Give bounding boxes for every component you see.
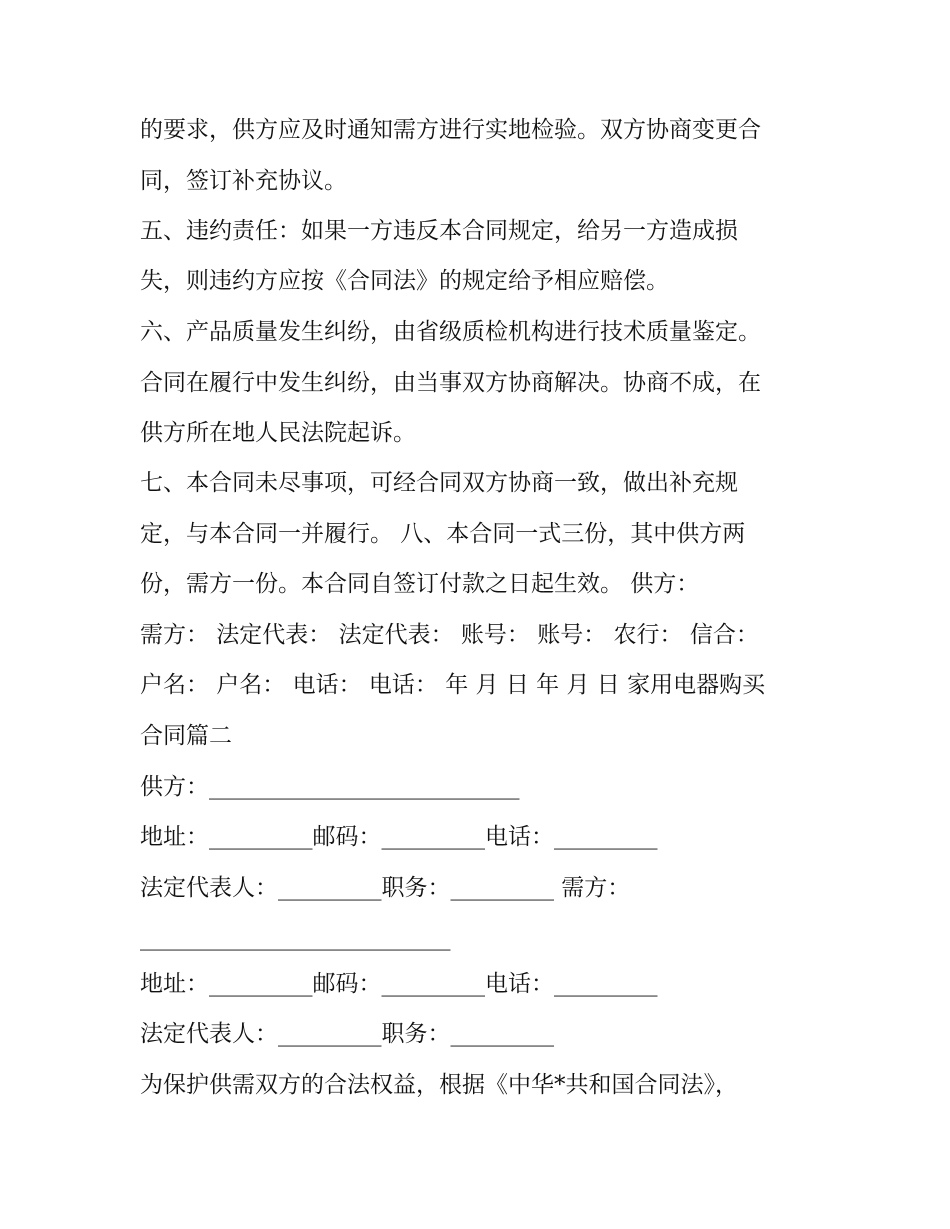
signature-fields-line: 需方： 法定代表： 法定代表： 账号： 账号： 农行： 信合： <box>140 622 759 648</box>
paragraph-line: 供方所在地人民法院起诉。 <box>140 420 416 446</box>
paragraph-line: 份，需方一份。本合同自签订付款之日起生效。 供方： <box>140 571 700 597</box>
paragraph-line: 七、本合同未尽事项，可经合同双方协商一致，做出补充规 <box>140 470 738 496</box>
paragraph-line: 失，则违约方应按《合同法》的规定给予相应赔偿。 <box>140 268 669 294</box>
form-field-line: 法定代表人：_________职务：_________ <box>140 1021 554 1047</box>
form-field-line: 地址：_________邮码：_________电话：_________ <box>140 824 658 850</box>
paragraph-line: 六、产品质量发生纠纷，由省级质检机构进行技术质量鉴定。 <box>140 319 761 345</box>
form-field-line: ___________________________ <box>140 925 451 951</box>
paragraph-line: 五、违约责任：如果一方违反本合同规定，给另一方造成损 <box>140 218 738 244</box>
paragraph-line: 为保护供需双方的合法权益，根据《中华*共和国合同法》， <box>140 1072 738 1098</box>
form-field-line: 供方：___________________________ <box>140 774 520 800</box>
paragraph-line: 的要求，供方应及时通知需方进行实地检验。双方协商变更合 <box>140 117 761 143</box>
form-field-line: 法定代表人：_________职务：_________ 需方： <box>140 875 631 901</box>
signature-fields-line: 户名： 户名： 电话： 电话： 年 月 日 年 月 日 家用电器购买 <box>140 672 766 698</box>
paragraph-line: 定，与本合同一并履行。 八、本合同一式三份，其中供方两 <box>140 521 746 547</box>
section-title: 合同篇二 <box>140 723 232 749</box>
paragraph-line: 合同在履行中发生纠纷，由当事双方协商解决。协商不成，在 <box>140 370 761 396</box>
paragraph-line: 同，签订补充协议。 <box>140 168 347 194</box>
form-field-line: 地址：_________邮码：_________电话：_________ <box>140 971 658 997</box>
